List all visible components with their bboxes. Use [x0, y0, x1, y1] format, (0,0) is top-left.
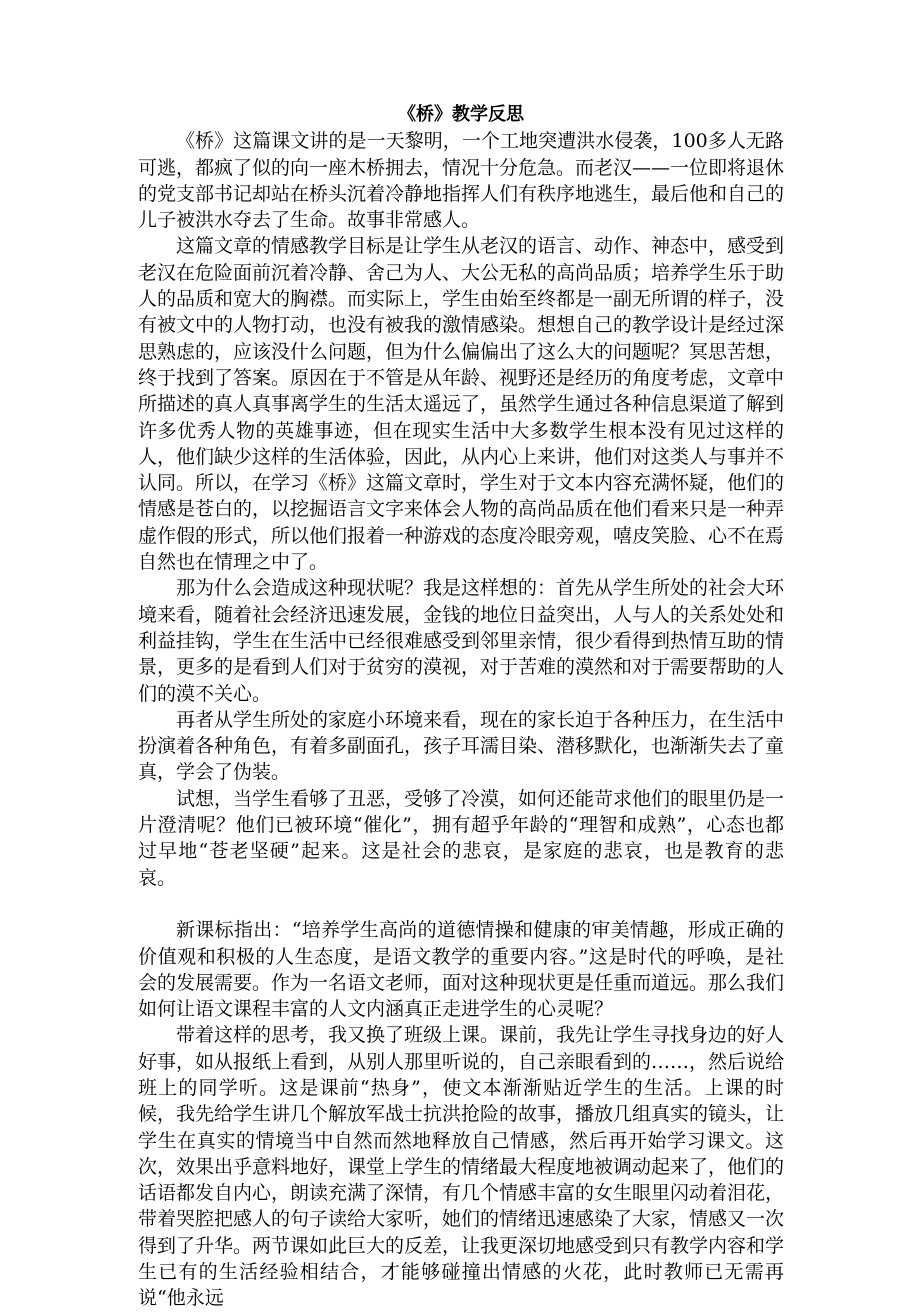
document-page: [138, 102, 784, 1312]
document-title: 《桥》教学反思: [398, 104, 524, 125]
paragraph-2: 这篇文章的情感教学目标是让学生从老汉的语言、动作、神态中，感受到老汉在危险面前沉着冷静、舍己为人、大公无私的高尚品质；培养学生乐于助人的品质和宽大的胸襟。而实际上，学生由始至终都是一副无所谓的样子，没有被文中的人物打动，也没有被我的激情感染。想想自己的教学设计是经过深思熟虑的，应该没什么问题，但为什么偏偏出了这么大的问题呢？冥思苦想，终于找到了答案。原因在于不管是从年龄、视野还是经历的角度考虑，文章中所描述的真人真事离学生的生活太遥远了，虽然学生通过各种信息渠道了解到许多优秀人物的英雄事迹，但在现实生活中大多数学生根本没有见过这样的人，他们缺少这样的生活体验，因此，从内心上来讲，他们对这类人与事并不认同。所以，在学习《桥》这篇文章时，学生对于文本内容充满怀疑，他们的情感是苍白的，以挖掘语言文字来体会人物的高尚品质在他们看来只是一种弄虚作假的形式，所以他们报着一种游戏的态度冷眼旁观，嘻皮笑脸、心不在焉自然也在情理之中了。: [138, 235, 785, 574]
blank-line: [138, 891, 784, 917]
paragraph-1: 《桥》这篇课文讲的是一天黎明，一个工地突遭洪水侵袭，100多人无路可逃，都疯了似的向一座木桥拥去，情况十分危急。而老汉——一位即将退休的党支部书记却站在桥头沉着冷静地指挥人们有秩序地逃生，最后他和自己的儿子被洪水夺去了生命。故事非常感人。: [138, 130, 785, 232]
paragraph-6: 新课标指出：“培养学生高尚的道德情操和健康的审美情趣，形成正确的价值观和积极的人生态度，是语文教学的重要内容。”这是时代的呼唤，是社会的发展需要。作为一名语文老师，面对这种现状更是任重而道远。那么我们如何让语文课程丰富的人文内涵真正走进学生的心灵呢？: [138, 919, 785, 1021]
paragraph-7: 带着这样的思考，我又换了班级上课。课前，我先让学生寻找身边的好人好事，如从报纸上看到，从别人那里听说的，自己亲眼看到的……，然后说给班上的同学听。这是课前“热身”，使文本渐渐贴近学生的生活。上课的时候，我先给学生讲几个解放军战士抗洪抢险的故事，播放几组真实的镜头，让学生在真实的情境当中自然而然地释放自己情感，然后再开始学习课文。这次，效果出乎意料地好，课堂上学生的情绪最大程度地被调动起来了，他们的话语都发自内心，朗读充满了深情，有几个情感丰富的女生眼里闪动着泪花，带着哭腔把感人的句子读给大家听，她们的情绪迅速感染了大家，情感又一次得到了升华。两节课如此巨大的反差，让我更深切地感受到只有教学内容和学生已有的生活经验相结合，才能够碰撞出情感的火花，此时教师已无需再说“他永远: [138, 1024, 785, 1310]
paragraph-3: 那为什么会造成这种现状呢？我是这样想的：首先从学生所处的社会大环境来看，随着社会经济迅速发展，金钱的地位日益突出，人与人的关系处处和利益挂钩，学生在生活中已经很难感受到邻里亲情，很少看得到热情互助的情景，更多的是看到人们对于贫穷的漠视，对于苦难的漠然和对于需要帮助的人们的漠不关心。: [138, 577, 785, 705]
paragraph-4: 再者从学生所处的家庭小环境来看，现在的家长迫于各种压力，在生活中扮演着各种角色，有着多副面孔，孩子耳濡目染、潜移默化，也渐渐失去了童真，学会了伪装。: [138, 708, 785, 784]
paragraph-5: 试想，当学生看够了丑恶，受够了冷漠，如何还能苛求他们的眼里仍是一片澄清呢？他们已被环境“催化”，拥有超乎年龄的“理智和成熟”，心态也都过早地“苍老坚硬”起来。这是社会的悲哀，是家庭的悲哀，也是教育的悲哀。: [138, 787, 785, 889]
